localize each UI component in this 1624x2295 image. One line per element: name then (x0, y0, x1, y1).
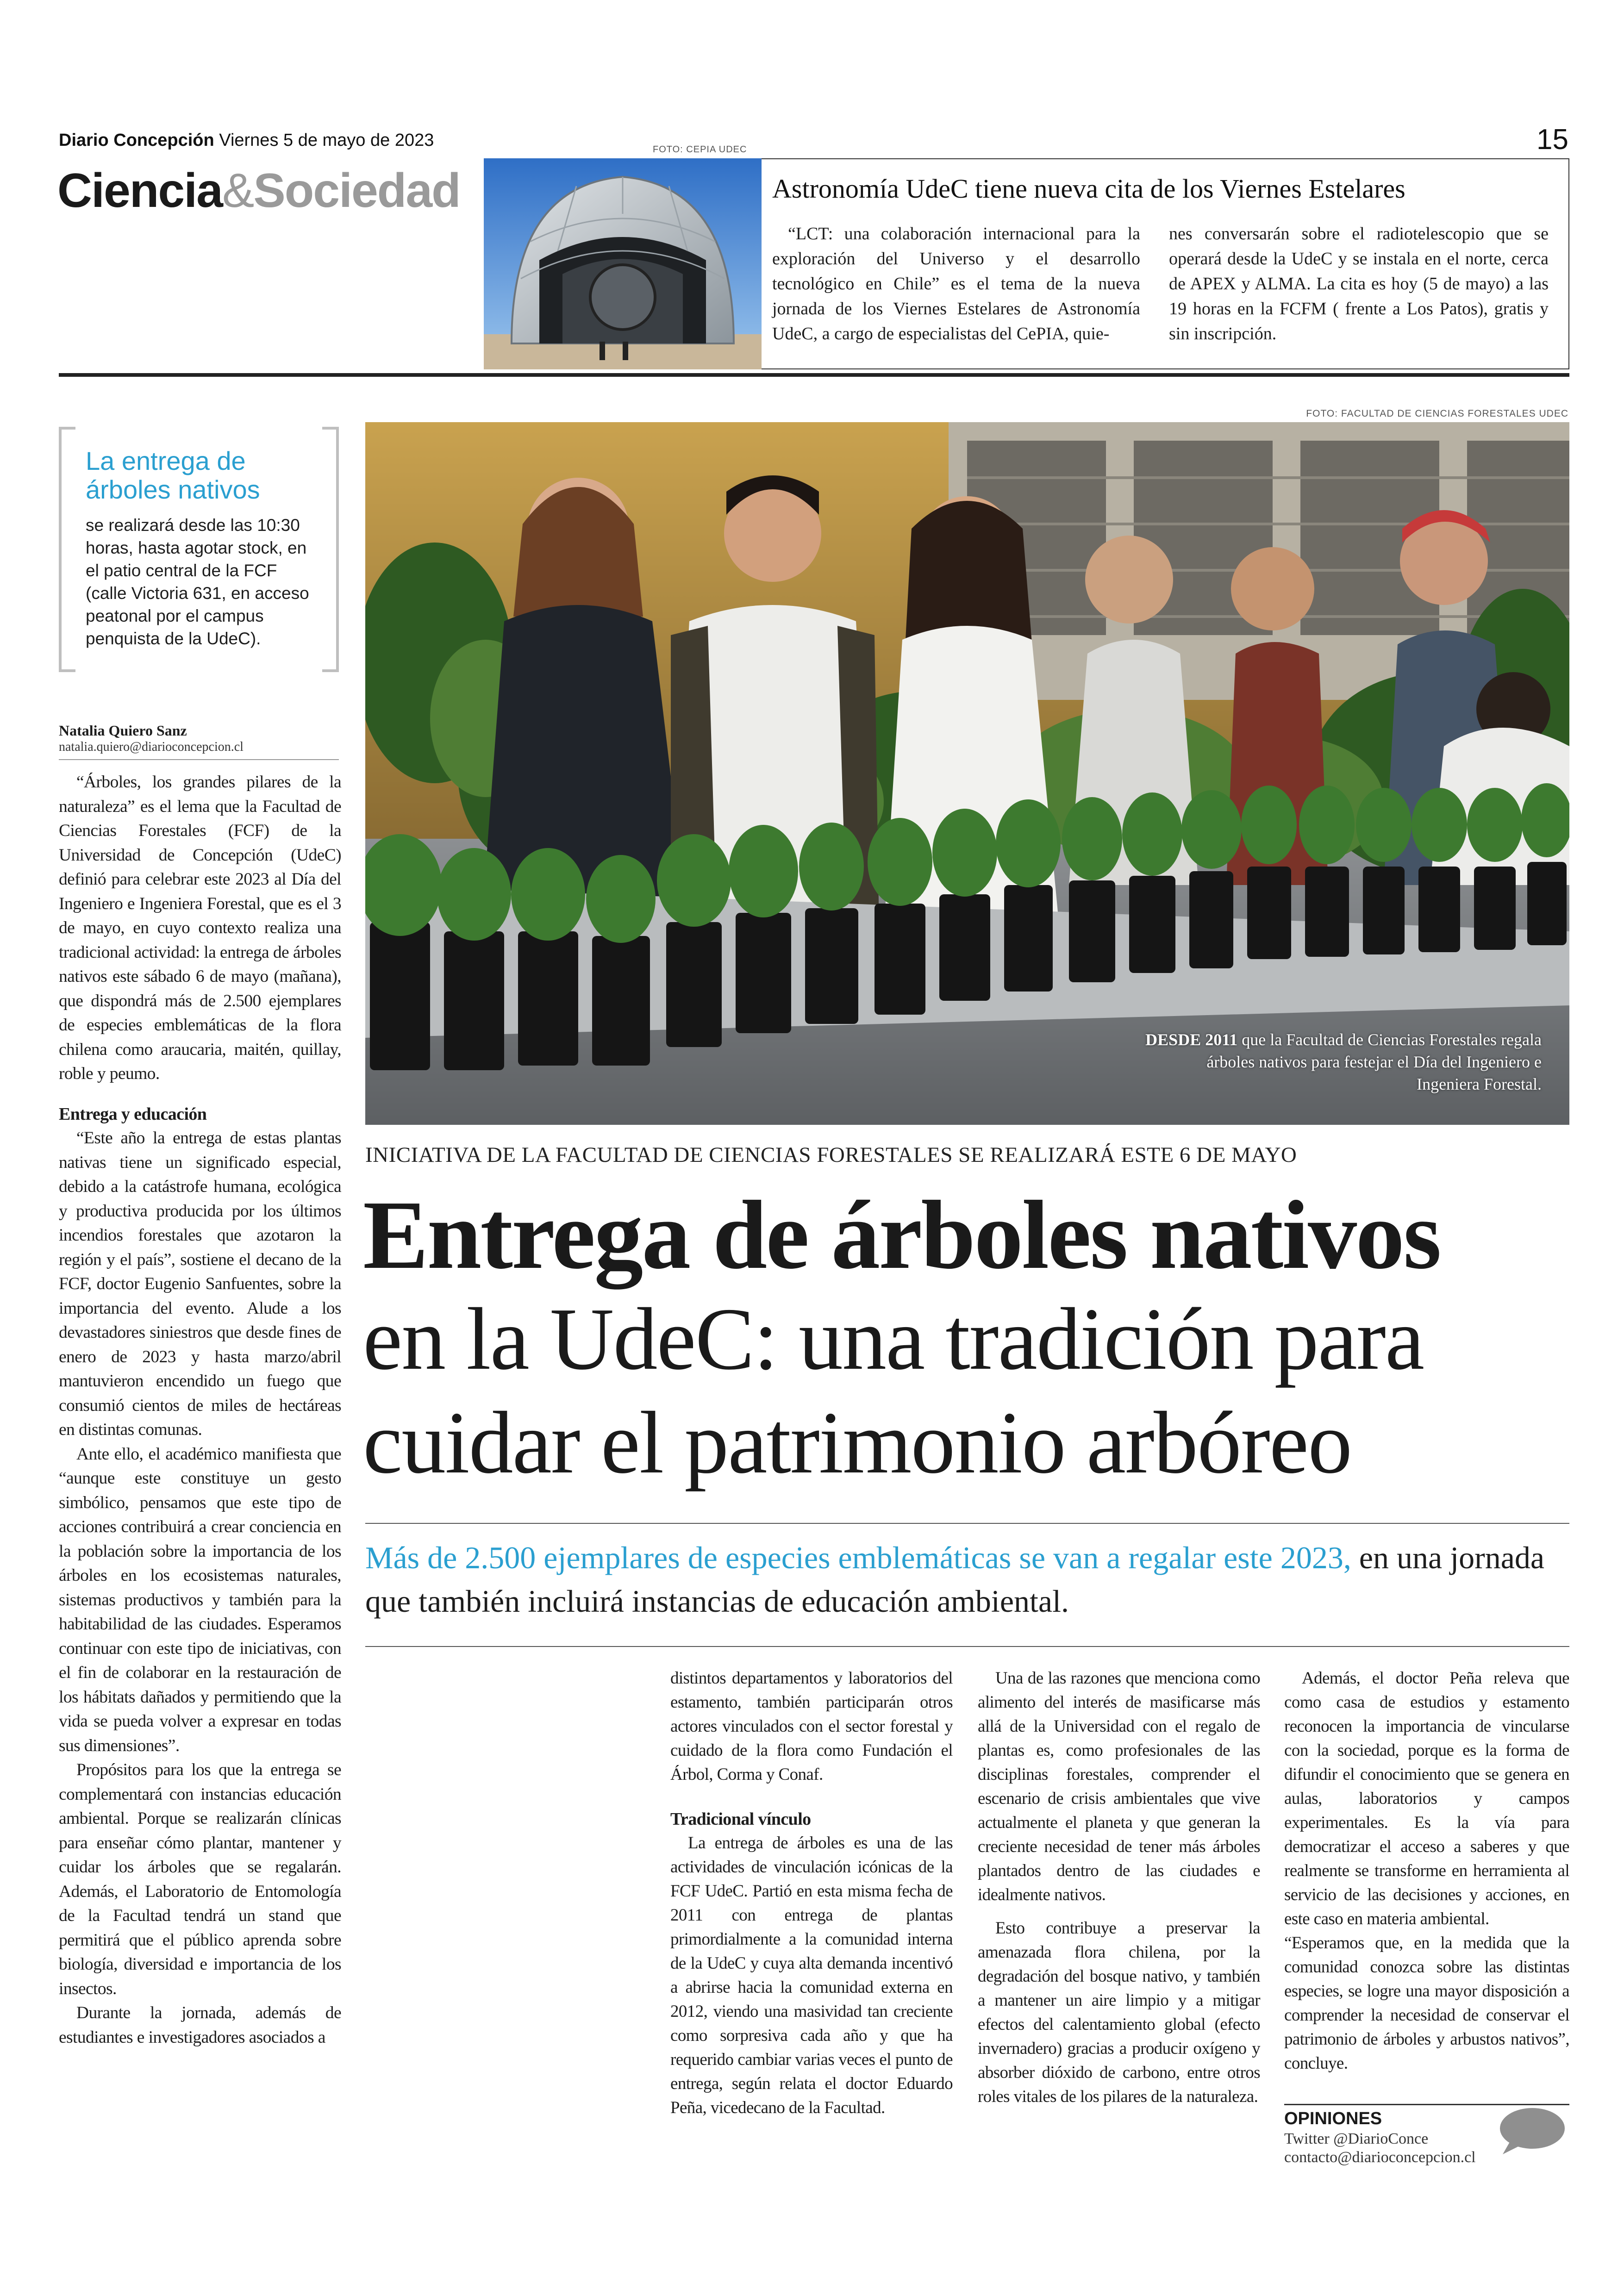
brief-col-2: nes conversarán sobre el radiotelescopio que se operará desde la UdeC y se instala en el norte, cerca de APEX y ALMA. La cita es hoy (5 de mayo) a las 19 horas en la FCFM ( frente a Los Patos), gratis y sin inscripción. (1169, 224, 1549, 343)
masthead-line (59, 131, 434, 150)
students-with-plants-illustration (365, 422, 1569, 1125)
paragraph-3: Ante ello, el académico manifiesta que “aunque este constituye un gesto simbólico, pensamos que este tipo de acciones contribuirá a crear conciencia en la población sobre la importancia de los árboles en los ecosistemas naturales, sistemas productivos y también para la habitabilidad de las ciudades. Esperamos continuar con este tipo de iniciativas, con el fin de colaborar en la restauración de los hábitats dañados y permitiendo que la vida se pueda volver a expresar en todas sus dimensiones”. (59, 1444, 341, 1755)
main-photo-credit: FOTO: FACULTAD DE CIENCIAS FORESTALES UDEC (1306, 408, 1568, 419)
dek-rule (365, 1646, 1569, 1647)
brief-photo-credit: FOTO: CEPIA UDEC (653, 144, 747, 155)
opinions-email[interactable]: contacto@diarioconcepcion.cl (1284, 2149, 1476, 2166)
column-2 (670, 1666, 953, 2120)
speech-bubble-shape (1496, 2105, 1566, 2156)
issue-date: Viernes 5 de mayo de 2023 (219, 131, 434, 150)
opinions-twitter[interactable]: Twitter @DiarioConce (1284, 2130, 1429, 2147)
headline-line-3: cuidar el patrimonio arbóreo (363, 1393, 1352, 1492)
paragraph-10: Además, el doctor Peña releva que como casa de estudios y estamento reconocen la importancia de vincularse con la sociedad, porque es la forma de difundir el conocimiento que se genera en aulas, laboratorios y campos experimentales. Es la vía para democratizar el acceso a saberes y que realmente se transforme en herramienta al servicio de las decisiones y acciones, en este caso en materia ambiental. (1284, 1669, 1569, 1928)
section-amp: & (222, 164, 254, 218)
paragraph-6: distintos departamentos y laboratorios del estamento, también participarán otros actores vinculados con el sector forestal y cuidado de la flora como Fundación el Árbol, Corma y Conaf. (670, 1669, 953, 1784)
column-4 (1284, 1666, 1569, 2076)
observatory-photo (484, 158, 762, 369)
top-divider (59, 373, 1569, 377)
section-sociedad: Sociedad (253, 164, 460, 218)
left-column (59, 770, 341, 2050)
byline-email: natalia.quiero@diarioconcepcion.cl (59, 740, 244, 754)
photo-caption (1143, 1029, 1542, 1095)
column-3 (978, 1666, 1260, 2109)
opinions-label: OPINIONES (1284, 2109, 1382, 2128)
paragraph-1: “Árboles, los grandes pilares de la naturaleza” es el lema que la Facultad de Ciencias Forestales (FCF) de la Universidad de Concepción (UdeC) definió para celebrar este 2023 al Día del Ingeniero e Ingeniera Forestal, que es el 3 de mayo, en cuyo contexto realiza una tradicional actividad: la entrega de árboles nativos este sábado 6 de mayo (mañana), que dispondrá más de 2.500 ejemplares de especies emblemáticas de la flora chilena como araucaria, maitén, quillay, roble y peumo. (59, 773, 341, 1083)
caption-text: que la Facultad de Ciencias Forestales regala árboles nativos para festejar el Día del Ingeniero e Ingeniera Forestal. (1206, 1030, 1542, 1093)
brief-col-1: “LCT: una colaboración internacional para la exploración del Universo y el desarrollo tecnológico en Chile” es el tema de la nueva jornada de los Viernes Estelares de Astronomía UdeC, a cargo de especialistas del CePIA, quie- (772, 224, 1140, 343)
headline-line-1: Entrega de árboles nativos (363, 1180, 1440, 1289)
paragraph-8: Una de las razones que menciona como alimento del interés de masificarse más allá de la Universidad con el regalo de plantas es, como profesionales de las disciplinas forestales, comprender el escenario de crisis ambientales que vive actualmente el planeta y que generan la creciente necesidad de tener más árboles plantados dentro de las ciudades e idealmente nativos. (978, 1669, 1260, 1904)
paragraph-4: Propósitos para los que la entrega se complementará con instancias educación ambiental. Porque se realizarán clínicas para enseñar cómo plantar, mantener y cuidar los árboles que se regalarán. Además, el Laboratorio de Entomología de la Facultad tendrá un stand que permitirá que el público aprenda sobre biología, diversidad e importancia de los insectos. (59, 1760, 341, 1998)
main-photo (365, 422, 1569, 1125)
headline-rule (365, 1523, 1569, 1524)
dek-rest: en una jornada que también incluirá instancias de educación ambiental. (365, 1540, 1545, 1619)
paragraph-5: Durante la jornada, además de estudiantes e investigadores asociados a (59, 2003, 341, 2047)
paragraph-11: “Esperamos que, en la medida que la comunidad conozca sobre las distintas especies, se logre una mayor disposición a comprender la necesidad de conservar el patrimonio de árboles y arbustos nativos”, concluye. (1284, 1933, 1569, 2073)
page-number: 15 (1537, 124, 1568, 156)
speech-bubble-icon (1496, 2105, 1566, 2156)
brief-title: Astronomía UdeC tiene nueva cita de los Viernes Estelares (772, 174, 1405, 204)
sidebar-title: La entrega de árboles nativos (86, 446, 260, 504)
paragraph-7: La entrega de árboles es una de las actividades de vinculación icónicas de la FCF UdeC. Partió en esta misma fecha de 2011 con entrega de plantas primordialmente a la comunidad interna de la UdeC y cuya alta demanda incentivó a abrirse hacia la comunidad externa en 2012, viendo una masividad tan creciente como sorpresiva cada año y que ha requerido cambiar varias veces el punto de entrega, según relata el doctor Eduardo Peña, vicedecano de la Facultad. (670, 1834, 953, 2117)
subhead-entrega: Entrega y educación (59, 1104, 207, 1124)
paragraph-9: Esto contribuye a preservar la amenazada flora chilena, por la degradación del bosque nativo, y también a mantener un aire limpio y a mitigar efectos del calentamiento global (efecto invernadero) gracias a producir oxígeno y absorber dióxido de carbono, entre otros roles vitales de los pilares de la naturaleza. (978, 1919, 1260, 2106)
byline: Natalia Quiero Sanz (59, 722, 187, 739)
paragraph-2: “Este año la entrega de estas plantas nativas tiene un significado especial, debido a la catástrofe humana, ecológica y productiva producida por los últimos incendios forestales que azotaron la región y el país”, sostiene el decano de la FCF, doctor Eugenio Sanfuentes, sobre la importancia del evento. Alude a los devastadores siniestros que desde fines de enero de 2023 y hasta marzo/abril mantuvieron encendido un fuego que consumió cientos de miles de hectáreas en distintas comunas. (59, 1129, 341, 1439)
observatory-dome-illustration (484, 158, 762, 369)
subhead-tradicional: Tradicional vínculo (670, 1809, 811, 1829)
kicker: INICIATIVA DE LA FACULTAD DE CIENCIAS FORESTALES SE REALIZARÁ ESTE 6 DE MAYO (365, 1143, 1297, 1167)
headline-line-2: en la UdeC: una tradición para (363, 1290, 1424, 1388)
section-ciencia: Ciencia (57, 164, 222, 218)
caption-lead: DESDE 2011 (1145, 1030, 1238, 1049)
paper-name: Diario Concepción (59, 131, 214, 150)
sidebar-text: se realizará desde las 10:30 horas, hasta agotar stock, en el patio central de la FCF (calle Victoria 631, en acceso peatonal por el campus penquista de la UdeC). (86, 516, 309, 648)
dek-accent: Más de 2.500 ejemplares de especies emblemáticas se van a regalar este 2023, (365, 1540, 1351, 1575)
section-title (57, 164, 460, 218)
dek (365, 1536, 1569, 1623)
byline-rule (59, 759, 339, 760)
bracket-left (59, 427, 75, 672)
bracket-right (322, 427, 339, 672)
